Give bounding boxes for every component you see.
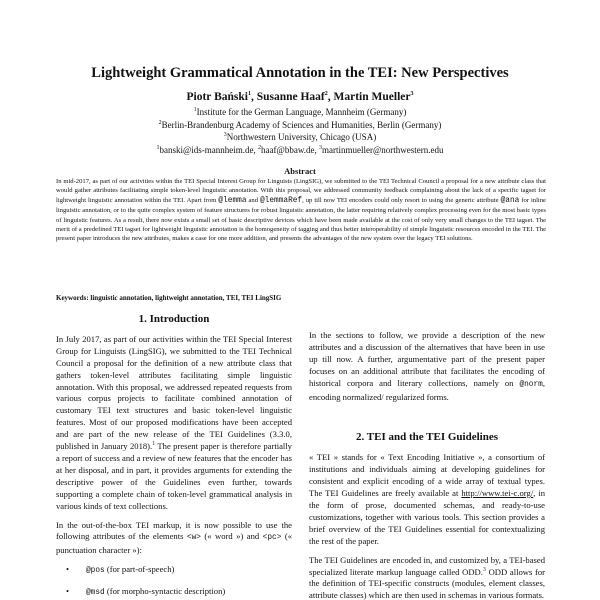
tei-url-link[interactable]: http://www.tei-c.org/ xyxy=(461,488,534,499)
bullet-icon: • xyxy=(66,586,70,597)
abstract-heading: Abstract xyxy=(284,166,316,176)
affiliation: $^2$Berlin-Brandenburg Academy of Sciences and Humanities, Berlin (Germany) xyxy=(158,119,442,130)
tei-paragraph: « TEI » stands for « Text Encoding Initiative », a consortium of institutions and individuals aiming at developing guidelines for consistent and explicit encoding of a wide array of textual types. The TEI Guidelines are freely available at http://www.tei-c.org/, in the form of prose, documented schemas, and ready-to-use customizations, together with various tools. This section provides a brief overview of the TEI Guidelines essential for contextualizing the rest of the paper. xyxy=(309,452,546,546)
author-emails: $^1$banski@ids-mannheim.de, $^2$haaf@bbaw.de, $^3$martinmueller@northwestern.edu xyxy=(156,144,444,155)
author-list: Piotr Bański$^1$, Susanne Haaf$^2$, Martin Mueller$^3$ xyxy=(186,91,414,103)
keywords: Keywords: linguistic annotation, lightweight annotation, TEI, TEI LingSIG xyxy=(56,294,282,302)
paper-title: Lightweight Grammatical Annotation in the TEI: New Perspectives xyxy=(91,65,509,81)
author-name: Susanne Haaf xyxy=(256,91,325,103)
footnote-ref: 3 xyxy=(482,566,486,573)
author-sup: 1 xyxy=(247,91,251,98)
footnote-ref: 1 xyxy=(152,441,156,448)
affiliation: $^3$Northwestern University, Chicago (USA) xyxy=(223,132,377,142)
list-item: • @msd (for morpho-syntactic description) xyxy=(66,586,226,598)
tei-paragraph: The TEI Guidelines are encoded in, and customized by, a TEI-based specialized literate markup language called ODD.$^3$ ODD allows for the definition of TEI-specific constructs (modules, element classes, attribute classes) which are then used in schemas in various formats. xyxy=(309,554,546,600)
bullet-icon: • xyxy=(66,564,70,575)
left-column xyxy=(56,314,292,600)
author-name: Piotr Bański xyxy=(186,91,248,103)
intro-paragraph: In the out-of-the-box TEI markup, it is now possible to use the following attributes of the elements <w> (« word ») and <pc> (« punctuation character »): xyxy=(56,519,293,556)
author-sup: 2 xyxy=(324,91,328,98)
right-column xyxy=(309,330,545,600)
section-intro-paragraph: In the sections to follow, we provide a description of the new attributes and a discussion of the alternatives that have been in use up till now. A further, argumentative part of the present paper focuses on an additional attribute that facilitates the encoding of historical corpora and literary collections, namely on @norm, encoding normalized/ regularized forms. xyxy=(309,330,545,402)
affiliation: $^1$Institute for the German Language, Mannheim (Germany) xyxy=(193,107,407,117)
affiliations xyxy=(0,106,600,156)
attribute-list xyxy=(56,564,292,600)
intro-paragraph: In July 2017, as part of our activities within the TEI Special Interest Group for Linguists (LingSIG), we submitted to the TEI Technical Council a proposal for the definition of a new attribute class that gathers token-level attributes facilitating simple linguistic annotation. With this proposal, we addressed repeated requests from various corpus projects to facilitate combined annotation of customary TEI text structures and basic token-level linguistic features. Most of our proposed modifications have been accepted and are part of the new release of the TEI Guidelines (3.3.0, published in January 2018).$^1$ The present paper is therefore partially a report of success and a review of new features that the encoder has at her disposal, and in part, it provides arguments for extending the descriptive power of the Guidelines even further, towards supporting a complete chain of token-level grammatical analysis in various kinds of text collections. xyxy=(56,333,292,511)
list-item: • @pos (for part-of-speech) xyxy=(66,564,175,576)
section-heading-introduction: 1. Introduction xyxy=(138,313,210,325)
abstract-text: In mid-2017, as part of our activities within the TEI Special Interest Group for Linguists (LingSIG), we submitted to the TEI Technical Council a proposal for a new attribute class that would gather attributes facilitating simple token-level linguistic annotation. With this proposal, we addressed community feedback complaining about the lack of a specific tagset for lightweight linguistic annotation within the TEI. Apart from @lemma and @lemmaRef, up till now TEI encoders could only resort to using the generic attribute @ana for inline linguistic annotation, or to the quite complex system of feature structures for robust linguistic annotation, the latter requiring relatively complex processing even for the most basic types of linguistic features. As a result, there now exists a small set of basic descriptive devices which have been made available at the cost of only very small changes to the TEI tagset. The merit of a predefined TEI tagset for lightweight linguistic annotation is the homogeneity of tagging and thus better interoperability of simple linguistic resources encoded in the TEI. The present paper introduces the new attributes, makes a case for one more addition, and presents the advantages of the new system over the legacy TEI solutions. xyxy=(56,178,546,243)
section-heading-tei: 2. TEI and the TEI Guidelines xyxy=(355,431,499,444)
author-name: Martin Mueller xyxy=(333,91,411,103)
author-sup: 3 xyxy=(410,91,414,98)
